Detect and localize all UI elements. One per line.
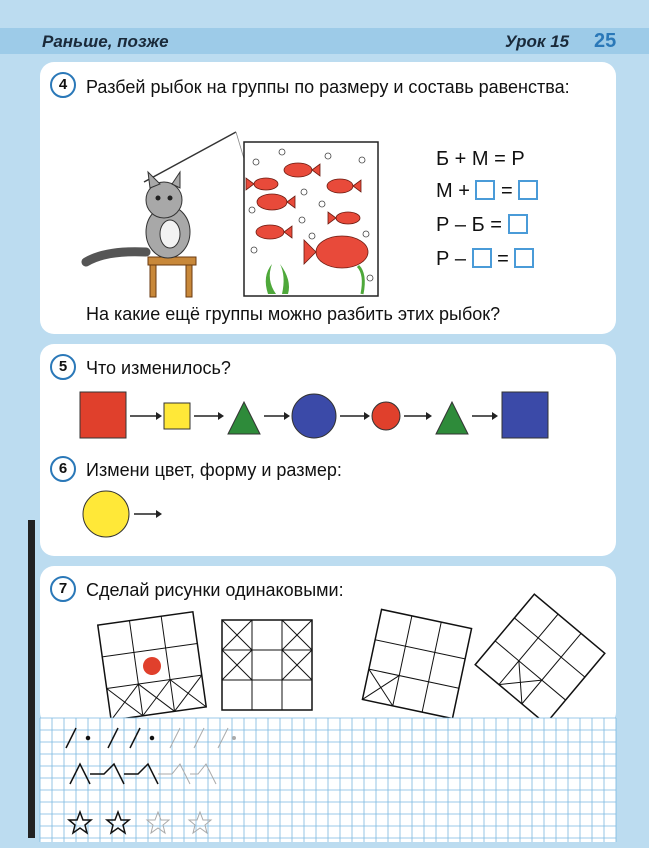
lesson-label: Урок 15: [505, 32, 570, 51]
binding-bar: [28, 520, 35, 838]
answer-box[interactable]: [518, 180, 538, 200]
equation-4-left: Р –: [436, 248, 467, 270]
grid-paper-practice[interactable]: [40, 718, 616, 842]
rotated-grid-3: [352, 602, 482, 726]
aquarium-illustration: [242, 140, 382, 300]
page-number: 25: [594, 30, 617, 52]
task5-6-card: [40, 344, 616, 556]
equation-4: [436, 248, 534, 271]
equation-2: [436, 180, 538, 203]
task6-text: Измени цвет, форму и размер:: [86, 460, 342, 480]
blue-square: [502, 392, 548, 438]
task7-text: Сделай рисунки одинаковыми:: [86, 580, 344, 600]
grid-2: [218, 616, 318, 716]
yellow-square: [164, 403, 190, 429]
answer-box[interactable]: [472, 248, 492, 268]
task4-question: На какие ещё группы можно разбить этих рыбок?: [86, 304, 501, 324]
task6-number: 6: [50, 456, 76, 482]
equation-3-left: Р – Б =: [436, 214, 502, 236]
green-triangle: [228, 402, 260, 434]
answer-box[interactable]: [514, 248, 534, 268]
yellow-circle-example: [82, 490, 172, 540]
red-square: [80, 392, 126, 438]
task4-text: Разбей рыбок на группы по размеру и составь равенства:: [86, 77, 570, 97]
equation-4-eq: =: [497, 248, 509, 270]
equation-2-eq: =: [501, 180, 513, 202]
task4-card: [40, 62, 616, 334]
rotated-grid-1: [88, 606, 216, 726]
rotated-grid-4: [470, 592, 610, 726]
equation-1: Б + М = Р: [436, 148, 525, 170]
page-header: [0, 28, 649, 54]
answer-box[interactable]: [508, 214, 528, 234]
equation-2-left: М +: [436, 180, 470, 202]
red-circle: [372, 402, 400, 430]
task5-text: Что изменилось?: [86, 358, 231, 378]
shape-sequence: [80, 390, 550, 442]
topic-title: Раньше, позже: [42, 32, 169, 51]
answer-box[interactable]: [475, 180, 495, 200]
task7-card: [40, 566, 616, 726]
task7-number: 7: [50, 576, 76, 602]
blue-circle: [292, 394, 336, 438]
green-triangle: [436, 402, 468, 434]
task5-number: 5: [50, 354, 76, 380]
task4-number: 4: [50, 72, 76, 98]
equation-3: [436, 214, 528, 237]
